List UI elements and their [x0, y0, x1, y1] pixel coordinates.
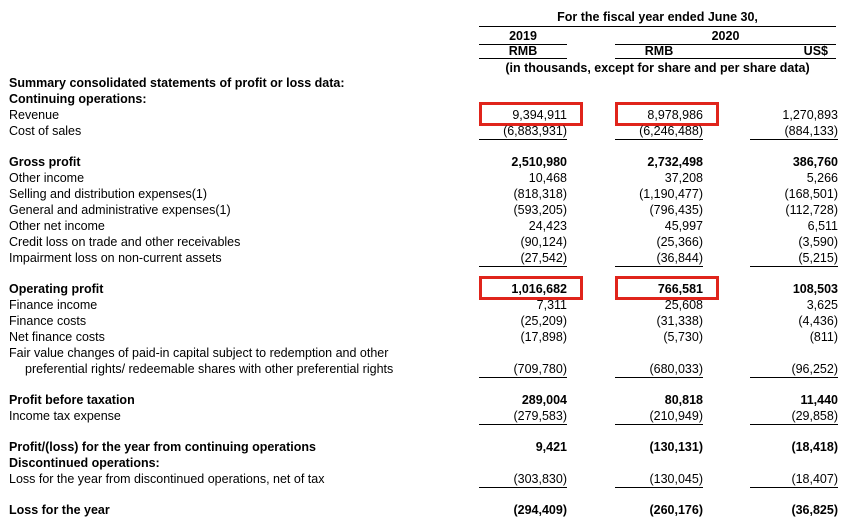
table-row — [0, 408, 850, 424]
value-2020-rmb: (260,176) — [649, 503, 703, 517]
value-cell — [567, 234, 703, 250]
value-cell — [703, 154, 838, 170]
value-2020-usd: (29,858) — [750, 408, 838, 425]
value-2020-rmb: (25,366) — [656, 235, 703, 249]
value-cell — [703, 281, 838, 297]
section-header-row — [0, 91, 850, 107]
value-2020-rmb: (31,338) — [656, 314, 703, 328]
value-cell — [472, 234, 567, 250]
value-cell — [703, 361, 838, 377]
value-2020-rmb — [615, 345, 703, 361]
table-row — [0, 250, 850, 266]
value-cell — [472, 392, 567, 408]
value-2020-usd: 6,511 — [807, 219, 838, 233]
value-cell — [567, 408, 703, 424]
value-2020-rmb — [615, 91, 703, 107]
value-cell — [567, 107, 703, 123]
value-cell — [472, 154, 567, 170]
value-2019-rmb: (593,205) — [513, 203, 567, 217]
value-2019-rmb — [479, 345, 567, 361]
currency-header-row — [479, 45, 836, 59]
value-2020-rmb: (36,844) — [615, 250, 703, 267]
row-label: Other income — [9, 171, 85, 185]
table-row — [0, 313, 850, 329]
value-cell — [567, 202, 703, 218]
value-2020-rmb: (1,190,477) — [639, 187, 703, 201]
value-2020-rmb: (796,435) — [649, 203, 703, 217]
value-cell — [567, 154, 703, 170]
value-2019-rmb: 10,468 — [528, 171, 567, 185]
value-cell — [472, 218, 567, 234]
value-cell — [472, 170, 567, 186]
value-cell — [472, 439, 567, 455]
table-row — [0, 297, 850, 313]
table-row — [0, 218, 850, 234]
value-cell — [472, 361, 567, 377]
value-cell — [703, 439, 838, 455]
row-label: Net finance costs — [9, 330, 105, 344]
value-2020-usd: 386,760 — [792, 155, 838, 169]
fiscal-year-caption: For the fiscal year ended June 30, — [479, 9, 836, 27]
value-cell — [567, 313, 703, 329]
value-2020-usd: (18,418) — [791, 440, 838, 454]
value-cell — [567, 329, 703, 345]
value-cell — [567, 297, 703, 313]
row-label: Income tax expense — [9, 409, 121, 423]
table-header — [479, 9, 836, 76]
year-2019-header: 2019 — [479, 28, 567, 45]
section-header-row — [0, 75, 850, 91]
value-2020-usd — [750, 455, 838, 471]
row-label: General and administrative expenses(1) — [9, 203, 231, 217]
value-cell — [703, 107, 838, 123]
value-cell — [703, 455, 838, 471]
section-header-row — [0, 455, 850, 471]
value-2020-usd: (36,825) — [791, 503, 838, 517]
value-2020-rmb: (210,949) — [615, 408, 703, 425]
row-label: Fair value changes of paid-in capital subject to redemption and other — [9, 346, 389, 360]
value-2020-rmb — [615, 75, 703, 91]
year-2020-header: 2020 — [615, 28, 836, 45]
value-2020-usd: (5,215) — [750, 250, 838, 267]
value-cell — [703, 297, 838, 313]
value-cell — [703, 202, 838, 218]
table-row — [0, 170, 850, 186]
spacer-row — [0, 424, 850, 439]
year-header-row — [479, 28, 836, 45]
value-2019-rmb: 9,421 — [535, 440, 567, 454]
table-body — [0, 75, 850, 518]
value-2020-rmb: (130,045) — [615, 471, 703, 488]
value-cell — [703, 392, 838, 408]
value-2020-rmb: (680,033) — [615, 361, 703, 378]
row-label: Credit loss on trade and other receivables — [9, 235, 241, 249]
spacer-row — [0, 266, 850, 281]
value-2020-usd: 11,440 — [800, 393, 838, 407]
value-2020-rmb: (6,246,488) — [615, 123, 703, 140]
value-cell — [567, 361, 703, 377]
row-label: Finance income — [9, 298, 98, 312]
table-row — [0, 154, 850, 170]
value-2019-rmb: (294,409) — [513, 503, 567, 517]
row-label: Operating profit — [9, 282, 104, 296]
col-header-rmb-2020: RMB — [644, 44, 674, 58]
value-2020-usd: (811) — [809, 330, 838, 344]
value-2020-rmb: 2,732,498 — [647, 155, 703, 169]
table-row — [0, 186, 850, 202]
value-2020-usd: (884,133) — [750, 123, 838, 140]
value-2020-usd — [750, 75, 838, 91]
value-2019-rmb: (279,583) — [479, 408, 567, 425]
table-row — [0, 439, 850, 455]
value-cell — [567, 75, 703, 91]
value-2020-usd — [750, 91, 838, 107]
table-row — [0, 281, 850, 297]
value-cell — [567, 439, 703, 455]
value-2020-rmb-highlighted: 766,581 — [615, 281, 703, 297]
value-2020-usd: 1,270,893 — [782, 108, 838, 122]
value-2019-rmb-highlighted: 1,016,682 — [479, 281, 567, 297]
row-label: Other net income — [9, 219, 105, 233]
value-cell — [703, 170, 838, 186]
value-2020-rmb: (5,730) — [663, 330, 703, 344]
value-2019-rmb — [479, 91, 567, 107]
value-2020-rmb — [615, 455, 703, 471]
spacer-row — [0, 377, 850, 392]
value-2019-rmb: (303,830) — [479, 471, 567, 488]
value-cell — [472, 345, 567, 361]
value-2020-usd: (18,407) — [750, 471, 838, 488]
value-2020-rmb: 45,997 — [664, 219, 703, 233]
table-row — [0, 234, 850, 250]
value-cell — [703, 502, 838, 518]
value-2019-rmb: 289,004 — [521, 393, 567, 407]
value-2019-rmb: (17,898) — [520, 330, 567, 344]
value-cell — [472, 91, 567, 107]
value-cell — [472, 107, 567, 123]
row-label: Gross profit — [9, 155, 81, 169]
value-2019-rmb: 2,510,980 — [511, 155, 567, 169]
units-note: (in thousands, except for share and per share data) — [505, 61, 810, 75]
row-label: Impairment loss on non-current assets — [9, 251, 222, 265]
value-2020-usd: 5,266 — [806, 171, 838, 185]
value-cell — [472, 502, 567, 518]
value-2019-rmb: (27,542) — [479, 250, 567, 267]
table-row — [0, 471, 850, 487]
value-cell — [703, 91, 838, 107]
table-row — [0, 202, 850, 218]
value-2020-rmb: 25,608 — [664, 298, 703, 312]
value-cell — [567, 218, 703, 234]
value-cell — [472, 75, 567, 91]
value-cell — [703, 186, 838, 202]
row-label: Loss for the year from discontinued operations, net of tax — [9, 472, 325, 486]
value-2020-usd: (4,436) — [798, 314, 838, 328]
value-2019-rmb: 7,311 — [536, 298, 567, 312]
value-2019-rmb — [479, 75, 567, 91]
value-2019-rmb: (25,209) — [520, 314, 567, 328]
value-2019-rmb: (818,318) — [513, 187, 567, 201]
value-2020-rmb: 37,208 — [664, 171, 703, 185]
value-cell — [567, 91, 703, 107]
value-cell — [472, 329, 567, 345]
value-cell — [567, 250, 703, 266]
value-cell — [472, 408, 567, 424]
col-header-rmb-2019: RMB — [479, 45, 567, 59]
value-cell — [703, 234, 838, 250]
value-2020-usd: (112,728) — [785, 203, 838, 217]
value-2019-rmb — [479, 455, 567, 471]
value-cell — [567, 345, 703, 361]
value-cell — [472, 297, 567, 313]
value-cell — [703, 329, 838, 345]
value-cell — [567, 502, 703, 518]
value-2020-rmb-highlighted: 8,978,986 — [615, 107, 703, 123]
spacer-row — [0, 487, 850, 502]
value-2020-usd: 3,625 — [806, 298, 838, 312]
value-cell — [472, 186, 567, 202]
value-cell — [472, 250, 567, 266]
value-2019-rmb: 24,423 — [528, 219, 567, 233]
table-row — [0, 345, 850, 361]
table-row — [0, 123, 850, 139]
value-2019-rmb: (6,883,931) — [479, 123, 567, 140]
value-cell — [567, 455, 703, 471]
value-2019-rmb: (90,124) — [520, 235, 567, 249]
col-header-usd-2020: US$ — [803, 44, 828, 58]
row-label: Profit/(loss) for the year from continuing operations — [9, 440, 316, 454]
value-cell — [472, 313, 567, 329]
value-cell — [703, 313, 838, 329]
table-row — [0, 502, 850, 518]
row-label: Finance costs — [9, 314, 87, 328]
value-cell — [472, 202, 567, 218]
value-cell — [567, 392, 703, 408]
value-cell — [472, 471, 567, 487]
value-cell — [703, 123, 838, 139]
value-2020-usd: 108,503 — [792, 282, 838, 296]
spacer-row — [0, 139, 850, 154]
row-label: preferential rights/ redeemable shares with other preferential rights — [25, 362, 394, 376]
table-row — [0, 107, 850, 123]
value-cell — [567, 471, 703, 487]
value-2020-usd: (3,590) — [798, 235, 838, 249]
value-2020-usd — [750, 345, 838, 361]
row-label: Discontinued operations: — [9, 456, 160, 470]
value-cell — [703, 75, 838, 91]
value-cell — [567, 186, 703, 202]
row-label: Revenue — [9, 108, 60, 122]
value-cell — [703, 345, 838, 361]
value-cell — [567, 170, 703, 186]
value-cell — [567, 281, 703, 297]
row-label: Selling and distribution expenses(1) — [9, 187, 208, 201]
row-label: Continuing operations: — [9, 92, 147, 106]
value-cell — [703, 218, 838, 234]
value-2019-rmb-highlighted: 9,394,911 — [479, 107, 567, 123]
table-row — [0, 329, 850, 345]
row-label: Profit before taxation — [9, 393, 135, 407]
value-2020-usd: (96,252) — [750, 361, 838, 378]
value-cell — [472, 123, 567, 139]
row-label: Cost of sales — [9, 124, 82, 138]
value-cell — [703, 250, 838, 266]
currency-header-2020-group — [615, 45, 836, 59]
row-label: Summary consolidated statements of profit or loss data: — [9, 76, 345, 90]
table-row — [0, 392, 850, 408]
value-2019-rmb: (709,780) — [479, 361, 567, 378]
row-label: Loss for the year — [9, 503, 110, 517]
value-cell — [703, 471, 838, 487]
value-cell — [567, 123, 703, 139]
value-2020-rmb: 80,818 — [664, 393, 703, 407]
value-2020-usd: (168,501) — [784, 187, 838, 201]
table-row — [0, 361, 850, 377]
value-cell — [472, 455, 567, 471]
value-2020-rmb: (130,131) — [649, 440, 703, 454]
value-cell — [472, 281, 567, 297]
value-cell — [703, 408, 838, 424]
